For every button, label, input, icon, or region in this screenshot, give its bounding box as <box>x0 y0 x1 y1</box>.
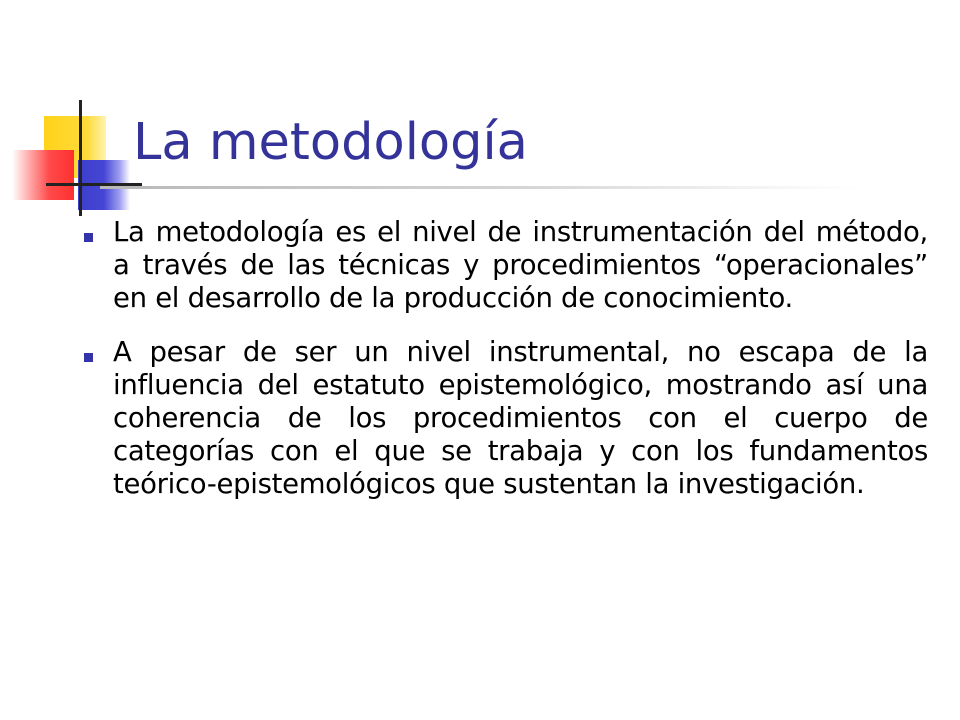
vertical-line <box>79 100 82 216</box>
square-bullet-icon <box>84 353 93 362</box>
red-square <box>12 150 74 200</box>
title-divider <box>100 186 860 189</box>
list-item <box>84 336 928 501</box>
square-bullet-icon <box>84 233 93 242</box>
slide-title: La metodología <box>133 113 528 172</box>
bullet-list <box>84 216 928 522</box>
list-item <box>84 216 928 315</box>
bullet-text: A pesar de ser un nivel instrumental, no escapa de la influencia del estatuto epistemológico, mostrando así una coherencia de los procedimientos con el cuerpo de categorías con el que se trabaja y con los fundamentos teórico-epistemológicos que sustentan la investigación. <box>113 336 928 500</box>
bullet-text: La metodología es el nivel de instrumentación del método, a través de las técnicas y procedimientos “operacionales” en el desarrollo de la producción de conocimiento. <box>113 216 928 314</box>
